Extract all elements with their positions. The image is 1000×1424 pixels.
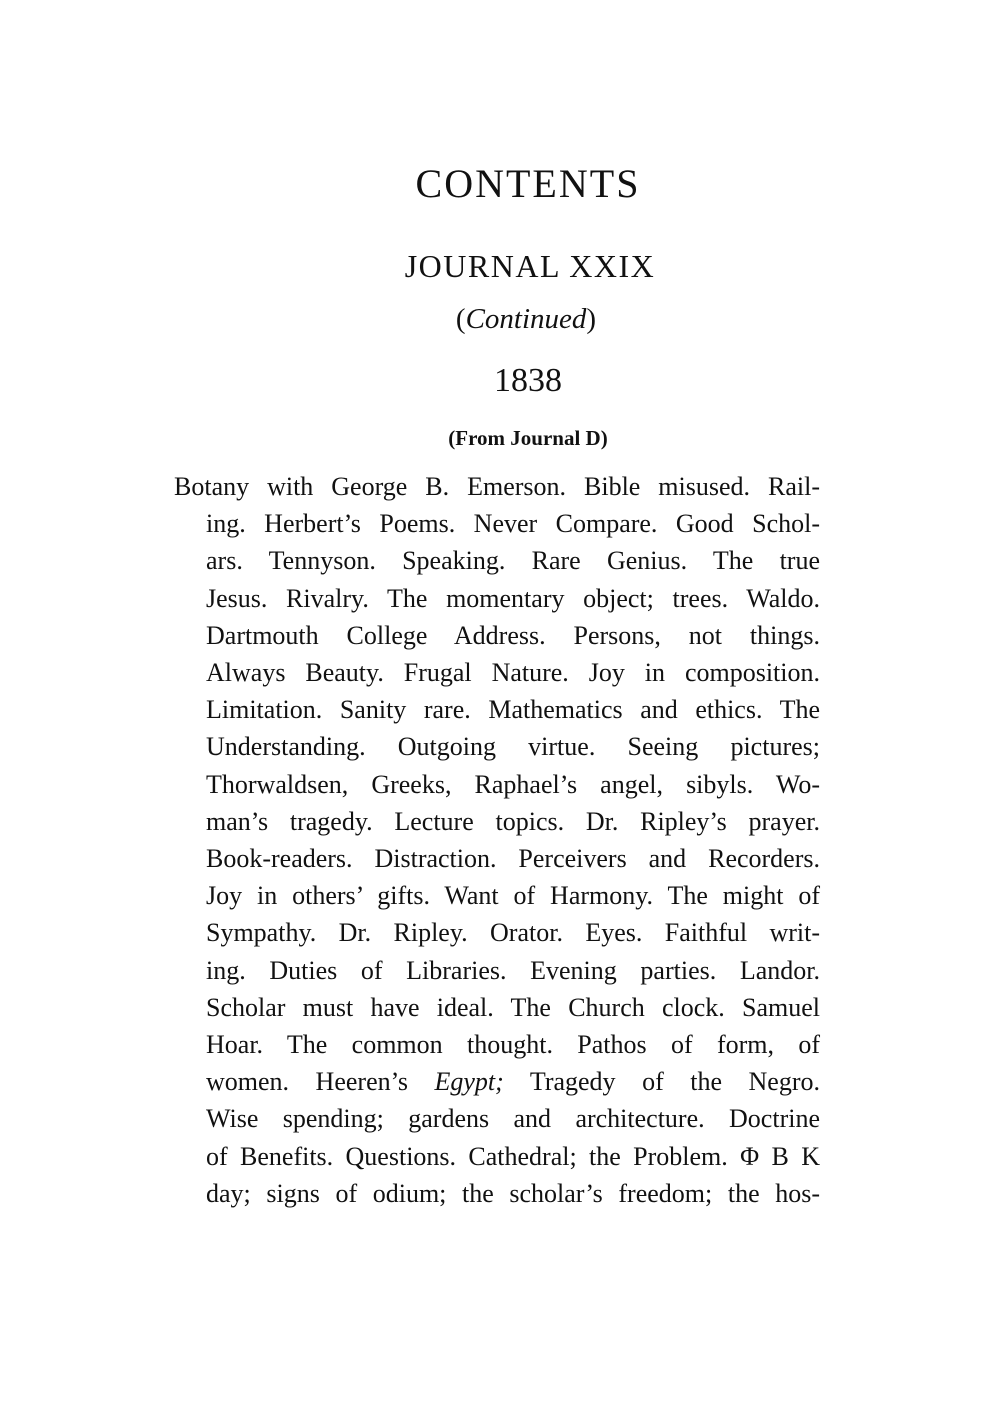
journal-heading: JOURNAL XXIX (404, 248, 656, 284)
entry-line: Botany with George B. Emerson. Bible misused. Rail- (174, 472, 820, 501)
contents-title: CONTENTS (415, 161, 641, 206)
continued-label (26, 303, 1000, 336)
entry-line: Dartmouth College Address. Persons, not things. (206, 620, 820, 650)
entry-line: Understanding. Outgoing virtue. Seeing pictures; (206, 732, 820, 762)
entry-line: Wise spending; gardens and architecture. Doctrine (206, 1104, 820, 1134)
contents-entries (174, 468, 821, 1212)
entry-line: ing. Duties of Libraries. Evening parties. Landor. (206, 955, 820, 985)
entry-line: Book-readers. Distraction. Perceivers and Recorders. (206, 844, 820, 874)
entry-line-egypt (206, 1063, 820, 1100)
entry-line: day; signs of odium; the scholar’s freedom; the hos- (206, 1178, 820, 1208)
entry-line: Limitation. Sanity rare. Mathematics and ethics. The (206, 695, 820, 725)
entry-line: ing. Herbert’s Poems. Never Compare. Good Schol- (206, 509, 820, 539)
source-note: (From Journal D) (448, 426, 608, 450)
entry-line: Scholar must have ideal. The Church clock. Samuel (206, 992, 820, 1022)
entry-text: women. Heeren’s (206, 1067, 435, 1097)
entry-line: Jesus. Rivalry. The momentary object; trees. Waldo. (206, 583, 820, 613)
entry-line: Thorwaldsen, Greeks, Raphael’s angel, sibyls. Wo- (206, 769, 820, 799)
entry-line: man’s tragedy. Lecture topics. Dr. Ripley’s prayer. (206, 806, 820, 836)
entry-line: Hoar. The common thought. Pathos of form, of (206, 1030, 820, 1060)
entry-line: Always Beauty. Frugal Nature. Joy in composition. (206, 658, 820, 688)
continued-open-paren: ( (455, 303, 466, 335)
year-heading: 1838 (494, 362, 562, 399)
continued-word: Continued (465, 303, 587, 335)
entry-text: Tragedy of the Negro. (503, 1067, 821, 1097)
entry-line: Sympathy. Dr. Ripley. Orator. Eyes. Faithful writ- (206, 918, 820, 948)
entry-line: ars. Tennyson. Speaking. Rare Genius. The true (206, 546, 820, 576)
entry-italic-title: Egypt; (434, 1067, 504, 1097)
entry-line: Joy in others’ gifts. Want of Harmony. The might of (206, 881, 820, 911)
continued-close-paren: ) (586, 303, 597, 335)
entry-line: of Benefits. Questions. Cathedral; the Problem. Φ B K (206, 1141, 820, 1171)
